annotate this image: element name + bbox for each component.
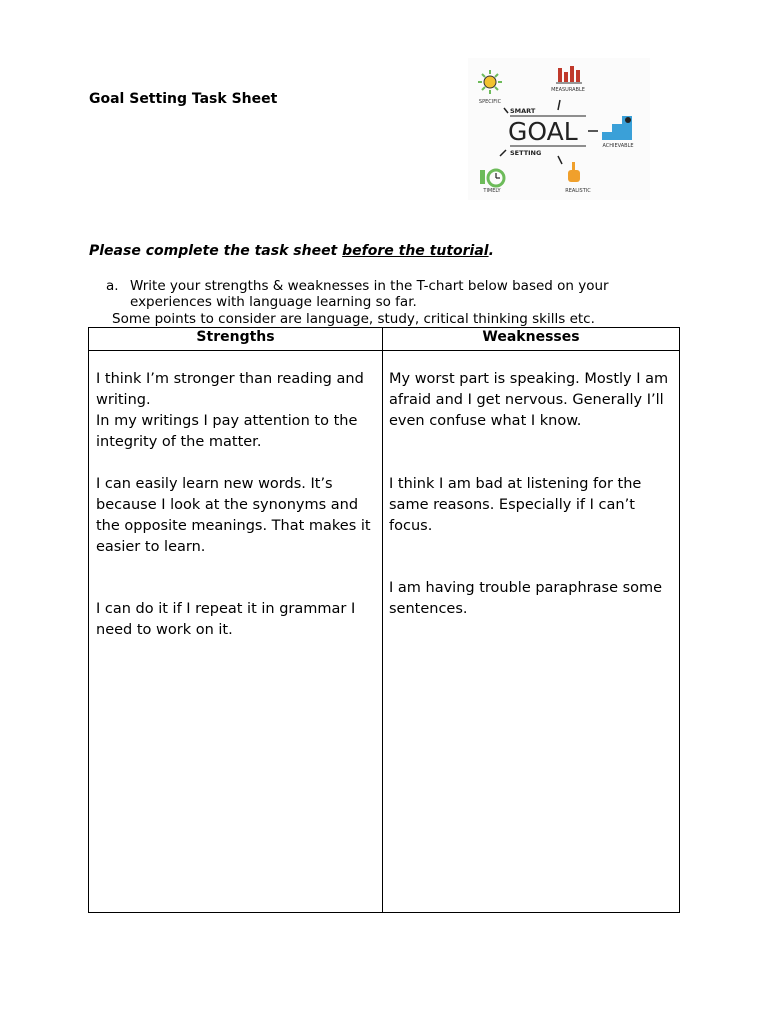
weakness-entry: I am having trouble paraphrase some sentences. (389, 580, 663, 617)
smart-word: SMART (510, 107, 536, 115)
weakness-entry: I think I am bad at listening for the same reasons. Especially if I can’t focus. (389, 476, 642, 534)
measurable-label: MEASURABLE (551, 87, 585, 93)
list-item-line-2: experiences with language learning so far. (130, 294, 417, 310)
timely-label: TIMELY (483, 188, 501, 194)
list-item-text (130, 278, 650, 310)
t-chart (88, 327, 680, 913)
list-marker: a. (106, 278, 119, 294)
weakness-entry: My worst part is speaking. Mostly I am afraid and I get nervous. Generally I’ll even confuse what I know. (389, 371, 669, 429)
weaknesses-header: Weaknesses (482, 329, 580, 345)
achievable-label: ACHIEVABLE (602, 143, 634, 149)
column-divider (382, 328, 383, 912)
strength-entry: I can do it if I repeat it in grammar I need to work on it. (96, 601, 356, 638)
strengths-header: Strengths (196, 329, 275, 345)
strength-entry: I can easily learn new words. It’s because I look at the synonyms and the opposite meanings. That makes it easier to learn. (96, 476, 371, 555)
instruction-line (89, 243, 494, 259)
achievable-icon (602, 116, 632, 140)
measurable-icon (556, 66, 582, 83)
header-divider (89, 350, 679, 351)
specific-icon (478, 70, 502, 94)
realistic-icon (568, 162, 580, 182)
considerations-note: Some points to consider are language, study, critical thinking skills etc. (112, 311, 595, 327)
setting-word: SETTING (510, 149, 542, 157)
instruction-underlined: before the tutorial (342, 243, 489, 259)
specific-label: SPECIFIC (478, 99, 502, 105)
instruction-prefix: Please complete the task sheet (89, 243, 343, 259)
list-item-line-1: Write your strengths & weaknesses in the T-chart below based on your (130, 278, 609, 294)
instruction-suffix: . (488, 243, 494, 259)
realistic-label: REALISTIC (565, 188, 591, 194)
strength-entry: I think I’m stronger than reading and writing. In my writings I pay attention to the integrity of the matter. (96, 371, 364, 450)
timely-icon (480, 170, 504, 186)
goal-word: GOAL (508, 117, 578, 146)
document-title: Goal Setting Task Sheet (89, 91, 278, 107)
smart-goal-setting-logo (468, 58, 650, 200)
